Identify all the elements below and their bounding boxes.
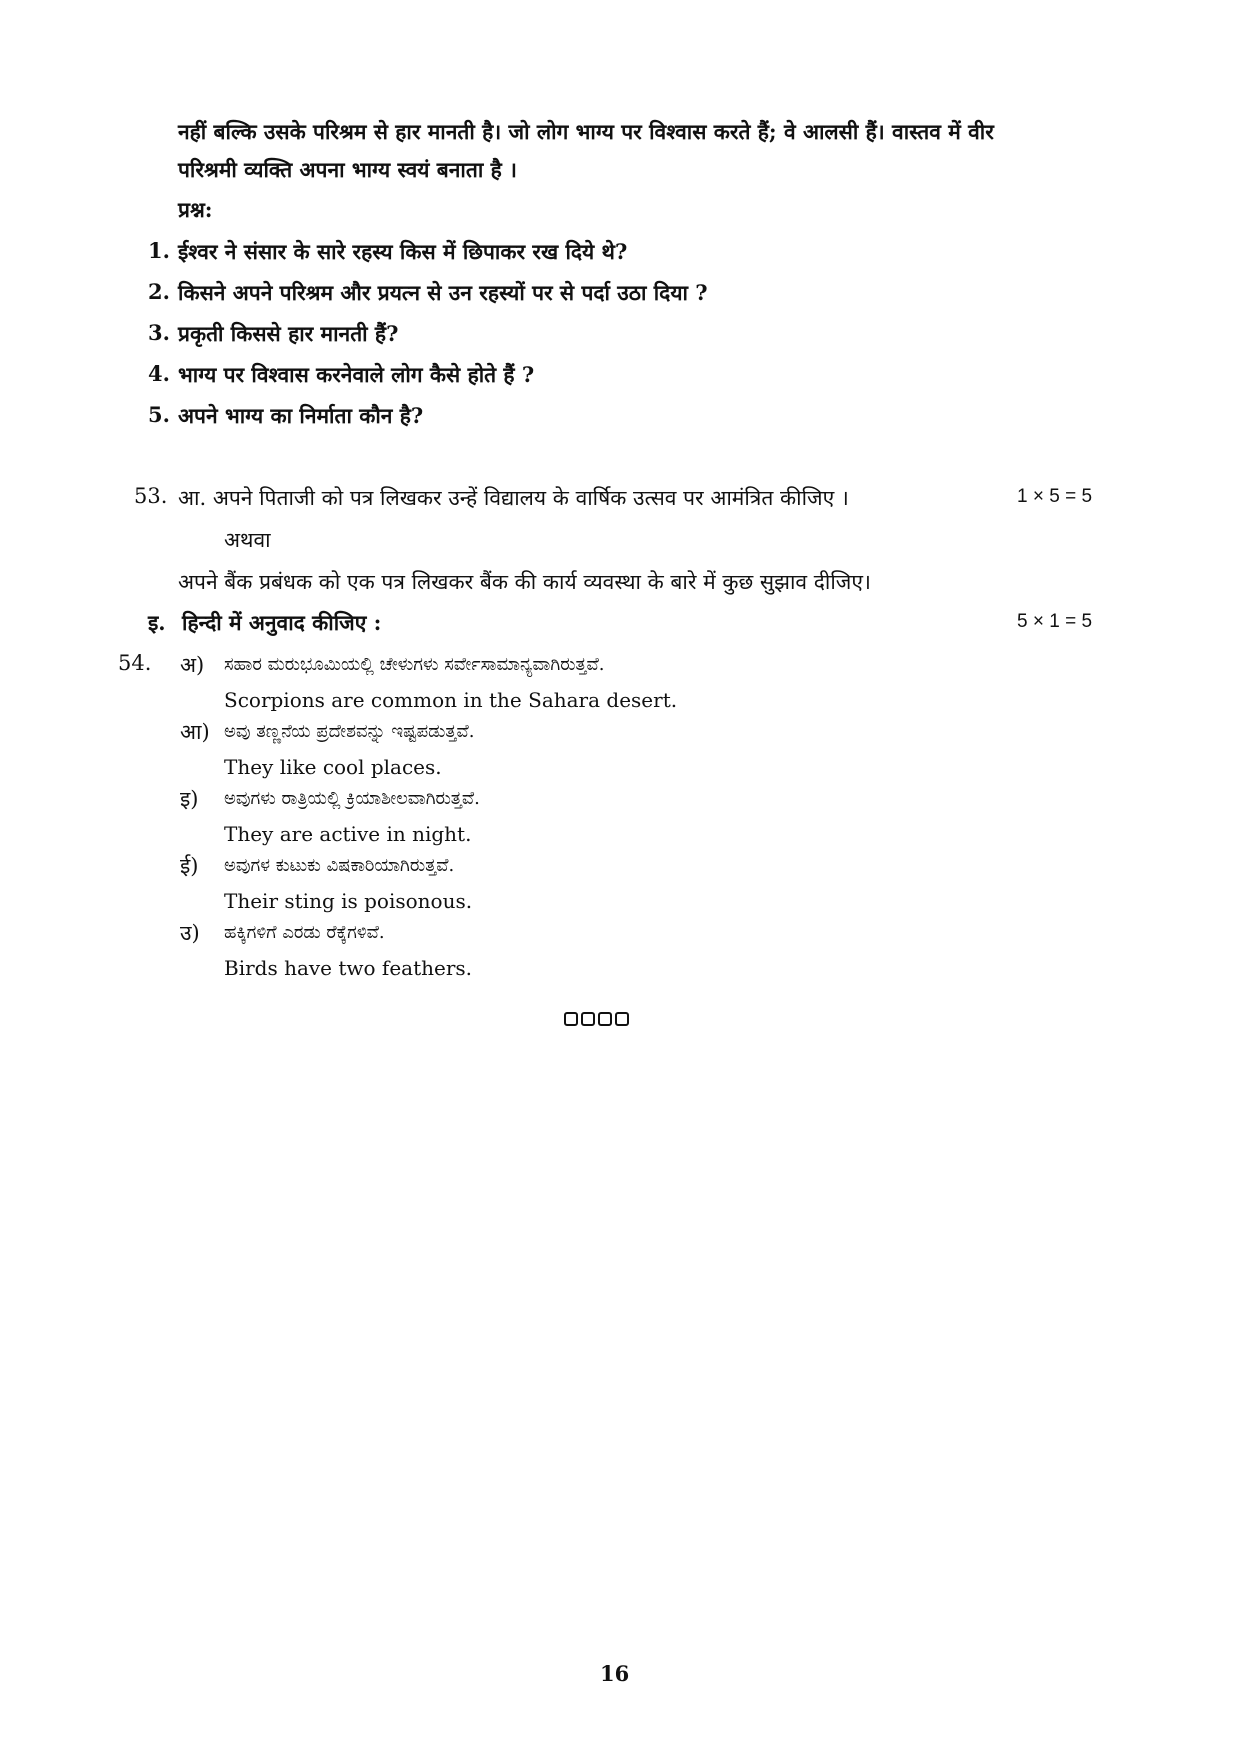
- question-text: अपने भाग्य का निर्माता कौन है?: [178, 403, 424, 428]
- section-title: हिन्दी में अनुवाद कीजिए :: [182, 610, 382, 635]
- kannada-sentence: ಸಹಾರ ಮರುಭೂಮಿಯಲ್ಲಿ ಚೇಳುಗಳು ಸರ್ವೇಸಾಮಾನ್ಯವಾಗಿರುತ್ತವೆ.: [224, 654, 605, 675]
- item-label: इ): [180, 787, 199, 811]
- kannada-sentence: ಅವುಗಳ ಕುಟುಕು ವಿಷಕಾರಿಯಾಗಿರುತ್ತವೆ.: [224, 855, 455, 876]
- question-text: ईश्वर ने संसार के सारे रहस्य किस में छिपाकर रख दिये थे?: [178, 239, 628, 264]
- question-53-number: 53.: [134, 484, 168, 508]
- english-sentence: Scorpions are common in the Sahara desert.: [224, 688, 678, 712]
- section-label: इ.: [148, 610, 166, 635]
- question-53-alternative: अपने बैंक प्रबंधक को एक पत्र लिखकर बैंक की कार्य व्यवस्था के बारे में कुछ सुझाव दीजिए।: [178, 570, 871, 594]
- end-box-icon: [581, 1012, 595, 1026]
- end-box-icon: [615, 1012, 629, 1026]
- item-label: अ): [180, 653, 205, 677]
- question-53-text: आ. अपने पिताजी को पत्र लिखकर उन्हें विद्यालय के वार्षिक उत्सव पर आमंत्रित कीजिए ।: [178, 486, 849, 510]
- end-marker: [564, 1011, 632, 1030]
- question-text: प्रकृती किससे हार मानती हैं?: [178, 321, 399, 346]
- question-number: 3.: [148, 320, 170, 345]
- passage-line-2: परिश्रमी व्यक्ति अपना भाग्य स्वयं बनाता है ।: [178, 157, 518, 182]
- passage-line-1: नहीं बल्कि उसके परिश्रम से हार मानती है। जो लोग भाग्य पर विश्वास करते हैं; वे आलसी हैं। वास्तव में वीर: [178, 119, 994, 144]
- kannada-sentence: ಹಕ್ಕಿಗಳಿಗೆ ಎರಡು ರೆಕ್ಕೆಗಳಿವೆ.: [224, 922, 385, 943]
- questions-heading: प्रश्न:: [178, 197, 213, 222]
- english-sentence: They are active in night.: [224, 822, 472, 846]
- kannada-sentence: ಅವು ತಣ್ಣನೆಯ ಪ್ರದೇಶವನ್ನು ಇಷ್ಟಪಡುತ್ತವೆ.: [224, 721, 475, 742]
- question-text: भाग्य पर विश्वास करनेवाले लोग कैसे होते हैं ?: [178, 362, 535, 387]
- question-54-number: 54.: [118, 651, 152, 675]
- question-number: 2.: [148, 279, 170, 304]
- question-number: 5.: [148, 402, 170, 427]
- english-sentence: Their sting is poisonous.: [224, 889, 473, 913]
- kannada-sentence: ಅವುಗಳು ರಾತ್ರಿಯಲ್ಲಿ ಕ್ರಿಯಾಶೀಲವಾಗಿರುತ್ತವೆ.: [224, 788, 480, 809]
- question-text: किसने अपने परिश्रम और प्रयत्न से उन रहस्यों पर से पर्दा उठा दिया ?: [178, 280, 708, 305]
- english-sentence: They like cool places.: [224, 755, 442, 779]
- question-53-marks: 1 × 5 = 5: [1017, 486, 1093, 507]
- item-label: उ): [180, 921, 200, 945]
- question-number: 1.: [148, 238, 170, 263]
- page-number: 16: [600, 1661, 630, 1686]
- question-53-or: अथवा: [224, 528, 271, 552]
- section-marks: 5 × 1 = 5: [1017, 611, 1093, 632]
- item-label: ई): [180, 854, 199, 878]
- question-number: 4.: [148, 361, 170, 386]
- item-label: आ): [180, 720, 210, 744]
- english-sentence: Birds have two feathers.: [224, 956, 473, 980]
- end-box-icon: [564, 1012, 578, 1026]
- end-box-icon: [598, 1012, 612, 1026]
